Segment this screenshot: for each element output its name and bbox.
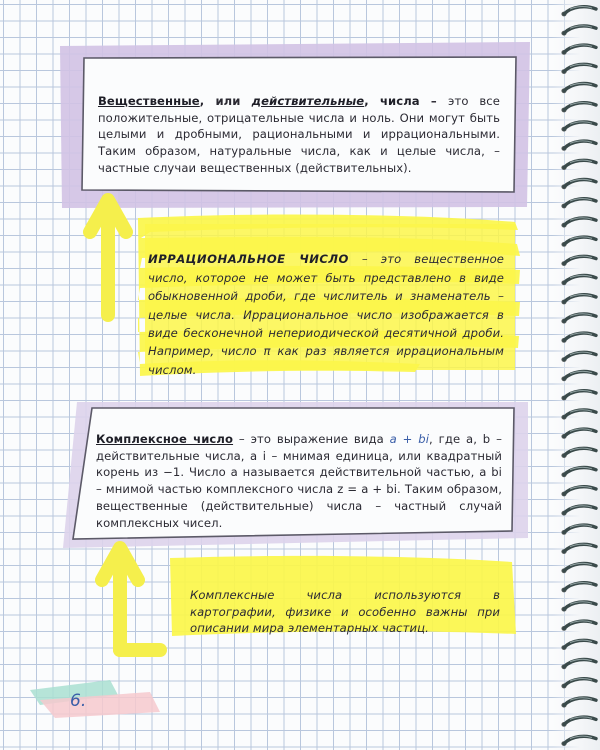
spiral-ring — [561, 7, 596, 17]
box3-body-1: – это выражение вида — [233, 431, 390, 446]
box4-text — [190, 570, 500, 637]
spiral-ring — [561, 679, 596, 689]
spiral-ring — [561, 103, 596, 113]
spiral-ring — [561, 83, 596, 93]
spiral-ring — [561, 333, 596, 343]
spiral-ring — [561, 640, 596, 650]
spiral-ring — [561, 717, 596, 727]
spiral-ring — [561, 275, 596, 285]
box2-text — [148, 232, 504, 379]
box1-dash: – — [419, 93, 448, 108]
spiral-ring — [561, 26, 596, 36]
spiral-ring — [561, 160, 596, 170]
spiral-ring — [561, 506, 596, 516]
spiral-ring — [561, 314, 596, 324]
spiral-ring — [561, 563, 596, 573]
spiral-ring — [561, 295, 596, 305]
spiral-ring — [561, 122, 596, 132]
spiral-ring — [561, 583, 596, 593]
box2-body: – это вещественное число, которое не может быть представлено в виде обыкновенной дроби, где числитель и знаменатель – целые числа. Иррациональное число изображается в виде бесконечной непериодической десятичной дроби. Например, число π как раз является иррациональным числом. — [148, 252, 504, 377]
box3-text — [96, 414, 502, 532]
spiral-ring — [561, 141, 596, 151]
spiral-ring — [561, 525, 596, 535]
spiral-ring — [561, 352, 596, 362]
box3-body-2: , где a, b – действительные числа, а i – мнимая единица, или квадратный корень из −1. Число a называется действительной частью, а bi – мнимой частью комплексного числа z = a + bi. Таким образом, вещественные (действительные) числа – частный случай комплексных чисел. — [96, 431, 502, 530]
box4-body: Комплексные числа используются в картографии, физике и особенно важны при описании мира элементарных частиц. — [190, 587, 500, 636]
yellow-arrow-1 — [90, 200, 126, 315]
spiral-ring — [561, 621, 596, 631]
box1-body: это все положительные, отрицательные числа и ноль. Они могут быть целыми и дробными, рациональными и иррациональными. Таким образом, натуральные числа, как и целые числа, – частные случаи вещественных (действительных). — [98, 93, 500, 175]
spiral-ring — [561, 544, 596, 554]
spiral-ring — [561, 256, 596, 266]
spiral-ring — [561, 487, 596, 497]
spiral-ring — [561, 410, 596, 420]
spiral-ring — [561, 391, 596, 401]
page-number: 6. — [70, 691, 87, 711]
box3-expr: a + bi — [389, 431, 430, 446]
yellow-arrow-2 — [102, 548, 138, 650]
spiral-ring — [561, 45, 596, 55]
spiral-ring — [561, 64, 596, 74]
box1-title-end: , числа — [364, 93, 420, 108]
spiral-ring — [561, 448, 596, 458]
spiral-ring — [561, 698, 596, 708]
box1-title2: действительные — [251, 93, 365, 108]
box3-title: Комплексное число — [96, 431, 234, 446]
spiral-ring — [561, 371, 596, 381]
spiral-ring — [561, 602, 596, 612]
spiral-ring — [561, 199, 596, 209]
spiral-ring — [561, 179, 596, 189]
box1-text — [98, 76, 500, 177]
spiral-ring — [561, 736, 596, 746]
spiral-ring — [561, 237, 596, 247]
spiral-ring — [561, 429, 596, 439]
spiral-ring — [561, 467, 596, 477]
spiral-ring — [561, 218, 596, 228]
box2-title: ИРРАЦИОНАЛЬНОЕ ЧИСЛО — [148, 252, 349, 267]
box1-title-joiner: , или — [199, 93, 252, 108]
spiral-rings — [552, 0, 600, 750]
spiral-ring — [561, 659, 596, 669]
box1-title: Вещественные — [98, 93, 200, 108]
